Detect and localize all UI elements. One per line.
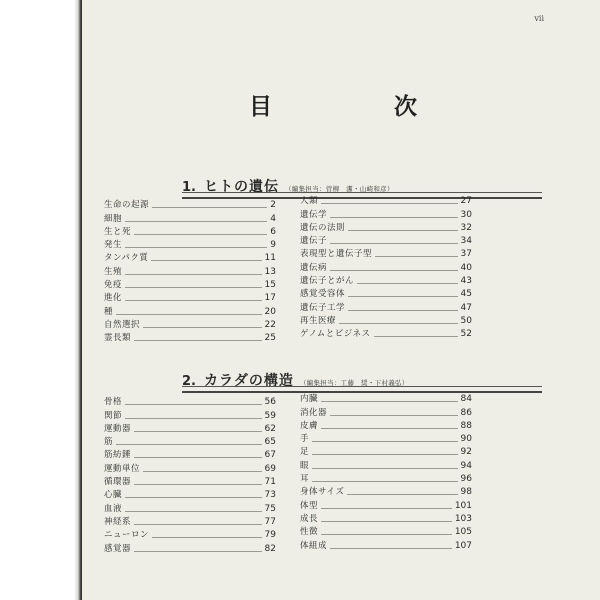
toc-entry-label: 筋 [104, 437, 114, 448]
toc-entry-page-number: 45 [460, 289, 472, 300]
section-1-right-column [300, 193, 472, 339]
toc-entry-label: 感覚受容体 [300, 289, 346, 300]
toc-entry [300, 259, 472, 272]
toc-entry-page-number: 47 [460, 302, 472, 313]
dot-leader [134, 234, 267, 235]
toc-entry-label: 生命の起源 [104, 200, 150, 211]
toc-entry-label: 発生 [104, 240, 123, 251]
dot-leader [321, 521, 452, 522]
toc-entry-page-number: 52 [460, 329, 472, 340]
toc-entry [300, 484, 472, 497]
toc-entry-label: 運動単位 [104, 463, 141, 474]
page-title [249, 88, 419, 121]
toc-entry-page-number: 90 [460, 434, 472, 445]
dot-leader [348, 296, 458, 297]
page-folio: vii [534, 14, 544, 23]
dot-leader [330, 243, 458, 244]
toc-entry [104, 514, 276, 527]
toc-entry [300, 497, 472, 510]
dot-leader [312, 481, 458, 482]
dot-leader [134, 484, 262, 485]
toc-entry-page-number: 96 [460, 474, 472, 485]
toc-entry-label: 種 [104, 306, 114, 317]
toc-entry-label: 進化 [104, 293, 123, 304]
toc-entry [104, 317, 276, 330]
toc-entry-label: 手 [300, 434, 310, 445]
dot-leader [375, 256, 458, 257]
toc-entry-label: ゲノムとビジネス [300, 329, 371, 340]
toc-entry [104, 487, 276, 500]
toc-entry-label: 体組成 [300, 540, 328, 551]
dot-leader [321, 534, 452, 535]
toc-entry-page-number: 9 [270, 240, 276, 251]
toc-entry-label: 神経系 [104, 516, 132, 527]
section-title: ヒトの遺伝 [203, 179, 279, 195]
dot-leader [348, 230, 458, 231]
toc-entry [104, 210, 276, 223]
toc-entry-label: 自然選択 [104, 319, 141, 330]
toc-entry-page-number: 107 [454, 540, 472, 551]
toc-entry-page-number: 67 [264, 450, 276, 461]
dot-leader [125, 300, 262, 301]
toc-entry [104, 407, 276, 420]
toc-entry [104, 330, 276, 343]
toc-entry-page-number: 71 [264, 477, 276, 488]
dot-leader [312, 454, 458, 455]
toc-entry [300, 391, 472, 404]
toc-entry-page-number: 73 [264, 490, 276, 501]
toc-entry [104, 197, 276, 210]
toc-entry-label: 足 [300, 447, 310, 458]
dot-leader [357, 283, 458, 284]
toc-entry-label: 筋紡錘 [104, 450, 132, 461]
dot-leader [321, 203, 458, 204]
toc-entry-label: 身体サイズ [300, 487, 345, 498]
toc-entry [104, 277, 276, 290]
toc-entry-page-number: 4 [270, 213, 276, 224]
toc-entry-label: 表現型と遺伝子型 [300, 249, 373, 260]
toc-entry-page-number: 94 [460, 460, 472, 471]
toc-entry-label: 感覚器 [104, 543, 132, 554]
toc-entry-label: 生殖 [104, 266, 123, 277]
dot-leader [348, 310, 458, 311]
toc-entry-label: ニューロン [104, 530, 150, 541]
toc-entry-label: 細胞 [104, 213, 123, 224]
toc-entry-label: 関節 [104, 410, 123, 421]
toc-entry [300, 431, 472, 444]
dot-leader [339, 323, 458, 324]
toc-entry-page-number: 27 [460, 196, 472, 207]
toc-entry-page-number: 22 [264, 319, 276, 330]
dot-leader [152, 207, 267, 208]
toc-entry-page-number: 82 [264, 543, 276, 554]
toc-entry [104, 421, 276, 434]
toc-entry-page-number: 69 [264, 463, 276, 474]
toc-entry [300, 246, 472, 259]
toc-entry-label: 成長 [300, 513, 319, 524]
toc-entry-label: 心臓 [104, 490, 123, 501]
toc-entry-page-number: 43 [460, 276, 472, 287]
toc-entry-page-number: 34 [460, 236, 472, 247]
toc-entry-label: 再生医療 [300, 315, 337, 326]
dot-leader [125, 247, 267, 248]
toc-entry-label: 生と死 [104, 226, 132, 237]
dot-leader [321, 428, 458, 429]
dot-leader [312, 441, 458, 442]
dot-leader [330, 548, 452, 549]
toc-entry-page-number: 77 [264, 516, 276, 527]
dot-leader [321, 401, 458, 402]
toc-entry-label: 運動器 [104, 423, 132, 434]
toc-entry [300, 444, 472, 457]
dot-leader [152, 537, 262, 538]
toc-entry-page-number: 98 [460, 487, 472, 498]
toc-entry-page-number: 84 [460, 394, 472, 405]
dot-leader [134, 457, 262, 458]
toc-entry [300, 457, 472, 470]
dot-leader [134, 551, 262, 552]
toc-entry-page-number: 62 [264, 423, 276, 434]
toc-page [82, 0, 600, 600]
dot-leader [312, 468, 458, 469]
dot-leader [374, 336, 458, 337]
toc-entry [300, 273, 472, 286]
toc-entry [300, 471, 472, 484]
toc-entry-label: 血液 [104, 503, 123, 514]
toc-entry-label: 消化器 [300, 407, 328, 418]
dot-leader [116, 444, 262, 445]
section-2-right-column [300, 391, 472, 551]
toc-entry-page-number: 30 [460, 209, 472, 220]
dot-leader [116, 314, 262, 315]
toc-entry-label: 遺伝学 [300, 209, 328, 220]
toc-entry-page-number: 103 [454, 513, 472, 524]
toc-entry [104, 224, 276, 237]
toc-entry-page-number: 105 [454, 527, 472, 538]
dot-leader [143, 471, 262, 472]
toc-entry-page-number: 79 [264, 530, 276, 541]
dot-leader [125, 418, 262, 419]
toc-entry-label: 遺伝子とがん [300, 276, 355, 287]
toc-entry-label: 皮膚 [300, 420, 319, 431]
toc-entry [300, 524, 472, 537]
section-editors: （編集担当：菅柳 潔・山崎和彦） [284, 185, 394, 193]
toc-entry-label: 内臓 [300, 394, 319, 405]
dot-leader [125, 404, 262, 405]
toc-entry [104, 500, 276, 513]
dot-leader [330, 415, 458, 416]
section-number: 2. [182, 374, 196, 389]
toc-entry-label: 骨格 [104, 397, 123, 408]
section-1-left-column [104, 197, 276, 343]
toc-entry-page-number: 17 [264, 293, 276, 304]
toc-entry-label: 遺伝子 [300, 236, 328, 247]
toc-entry-page-number: 75 [264, 503, 276, 514]
toc-entry [104, 237, 276, 250]
toc-entry-page-number: 11 [264, 253, 276, 264]
toc-entry-label: タンパク質 [104, 253, 149, 264]
dot-leader [125, 511, 262, 512]
toc-entry-page-number: 88 [460, 420, 472, 431]
dot-leader [125, 221, 267, 222]
toc-entry [104, 250, 276, 263]
toc-entry [104, 434, 276, 447]
dot-leader [347, 494, 457, 495]
toc-entry [104, 263, 276, 276]
dot-leader [134, 524, 262, 525]
toc-entry-page-number: 40 [460, 262, 472, 273]
toc-entry-page-number: 37 [460, 249, 472, 260]
toc-entry [300, 206, 472, 219]
section-number: 1. [182, 180, 196, 195]
toc-entry-page-number: 15 [264, 280, 276, 291]
toc-entry-page-number: 92 [460, 447, 472, 458]
dot-leader [134, 340, 262, 341]
toc-entry-page-number: 56 [264, 397, 276, 408]
toc-entry [104, 527, 276, 540]
toc-entry [104, 474, 276, 487]
toc-entry [300, 233, 472, 246]
toc-entry-page-number: 86 [460, 407, 472, 418]
toc-entry-page-number: 65 [264, 437, 276, 448]
toc-entry-label: 霊長類 [104, 333, 132, 344]
toc-entry [300, 286, 472, 299]
toc-entry [300, 326, 472, 339]
toc-entry [300, 313, 472, 326]
dot-leader [321, 508, 452, 509]
toc-entry [300, 418, 472, 431]
toc-entry-label: 循環器 [104, 477, 132, 488]
toc-entry-page-number: 6 [270, 226, 276, 237]
section-editors: （編集担当：工藤 奨・下村義弘） [299, 379, 409, 387]
toc-entry-page-number: 50 [460, 315, 472, 326]
toc-entry [104, 460, 276, 473]
toc-entry [104, 394, 276, 407]
section-title: カラダの構造 [203, 373, 294, 389]
dot-leader [143, 327, 262, 328]
toc-entry-page-number: 2 [270, 200, 276, 211]
toc-entry [300, 193, 472, 206]
toc-entry-label: 免疫 [104, 280, 123, 291]
toc-entry-label: 体型 [300, 500, 319, 511]
dot-leader [125, 287, 262, 288]
toc-entry-label: 人類 [300, 196, 319, 207]
dot-leader [151, 260, 261, 261]
book-edge [0, 0, 82, 600]
toc-entry [300, 537, 472, 550]
title-char-1: 目 [249, 94, 274, 120]
toc-entry-label: 遺伝子工学 [300, 302, 346, 313]
toc-entry [300, 299, 472, 312]
toc-entry [300, 220, 472, 233]
title-char-2: 次 [394, 94, 419, 120]
toc-entry-page-number: 59 [264, 410, 276, 421]
toc-entry-label: 耳 [300, 474, 310, 485]
dot-leader [125, 274, 262, 275]
toc-entry-page-number: 32 [460, 222, 472, 233]
toc-entry [300, 511, 472, 524]
toc-entry-label: 遺伝病 [300, 262, 328, 273]
toc-entry [104, 290, 276, 303]
toc-entry-label: 眼 [300, 460, 310, 471]
dot-leader [125, 497, 262, 498]
toc-entry [300, 404, 472, 417]
toc-entry [104, 540, 276, 553]
section-2-left-column [104, 394, 276, 554]
dot-leader [330, 217, 458, 218]
dot-leader [330, 270, 458, 271]
toc-entry [104, 447, 276, 460]
toc-entry-page-number: 25 [264, 333, 276, 344]
toc-entry-page-number: 20 [264, 306, 276, 317]
toc-entry-label: 遺伝の法則 [300, 222, 346, 233]
toc-entry-label: 性徴 [300, 527, 319, 538]
dot-leader [134, 431, 262, 432]
toc-entry-page-number: 13 [264, 266, 276, 277]
toc-entry [104, 303, 276, 316]
toc-entry-page-number: 101 [454, 500, 472, 511]
